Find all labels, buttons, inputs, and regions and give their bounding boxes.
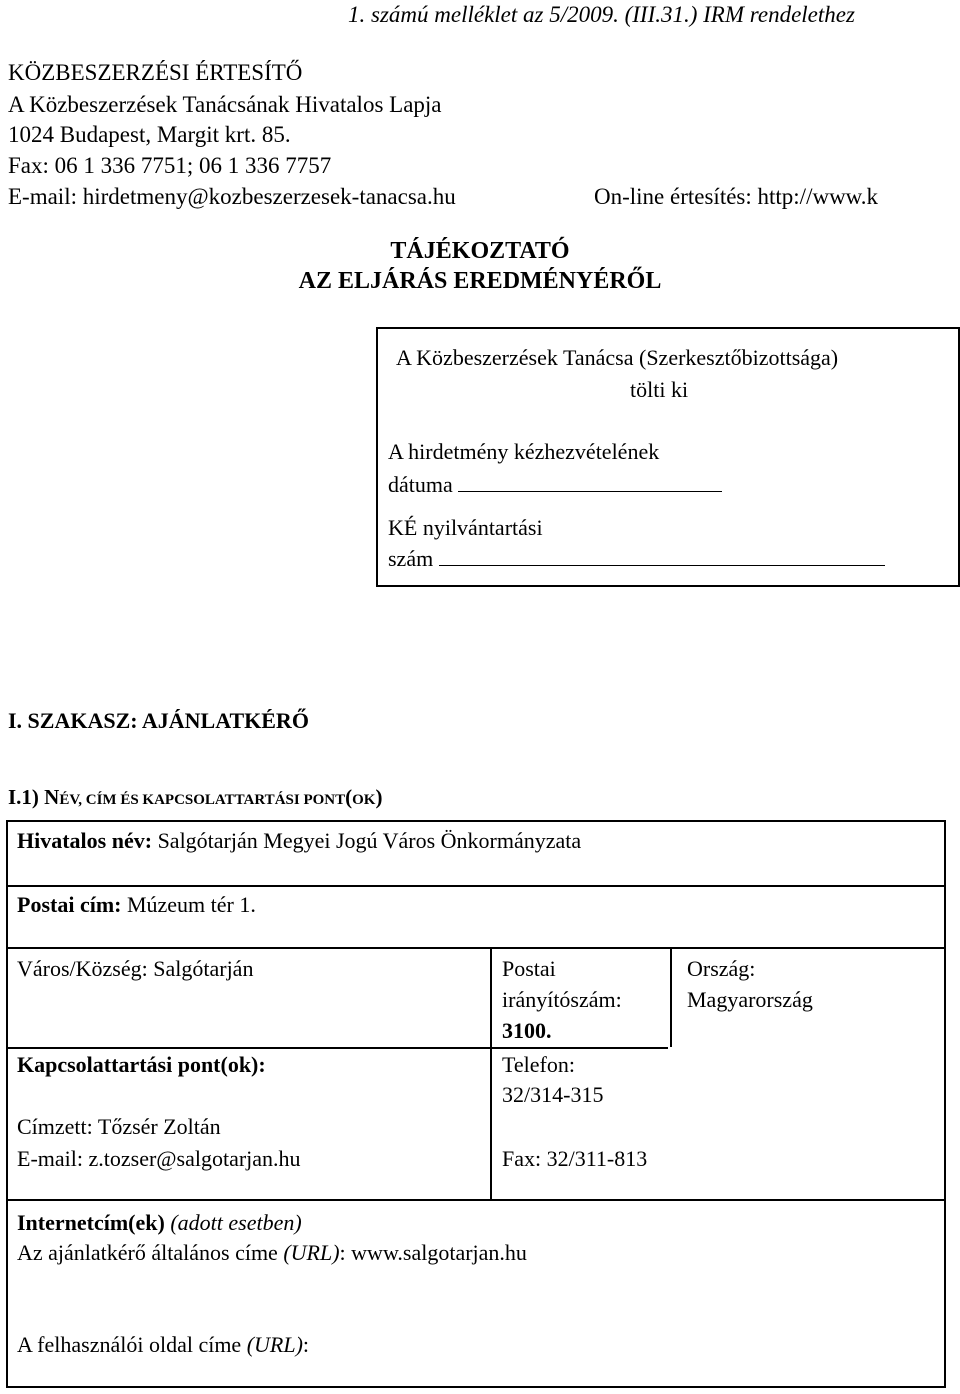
subsection-prefix: I.1) N bbox=[8, 785, 60, 809]
receipt-date-row bbox=[388, 471, 722, 498]
document-title: TÁJÉKOZTATÓ bbox=[390, 238, 570, 264]
postcode-value: 3100. bbox=[502, 1018, 552, 1043]
phone-label: Telefon: bbox=[502, 1052, 575, 1077]
online-notice-link[interactable]: On-line értesítés: http://www.k bbox=[594, 184, 879, 209]
phone-value: 32/314-315 bbox=[502, 1082, 604, 1107]
section-title: I. SZAKASZ: AJÁNLATKÉRŐ bbox=[8, 708, 309, 733]
fax-label: Fax: bbox=[502, 1146, 542, 1171]
internet-note: (adott esetben) bbox=[170, 1210, 302, 1235]
annex-reference: 1. számú melléklet az 5/2009. (III.31.) IRM rendelethez bbox=[348, 2, 855, 27]
buyer-profile-url bbox=[17, 1332, 309, 1358]
town-label: Város/Község: bbox=[17, 956, 148, 981]
receipt-date-label-end: dátuma bbox=[388, 472, 453, 497]
general-url-note: (URL) bbox=[283, 1240, 340, 1265]
buyer-profile-label: A felhasználói oldal címe bbox=[17, 1332, 242, 1357]
subsection-end: ) bbox=[375, 785, 383, 809]
official-name-value: Salgótarján Megyei Jogú Város Önkormányzata bbox=[157, 828, 582, 853]
email bbox=[17, 1146, 301, 1172]
buyer-profile-note: (URL) bbox=[246, 1332, 303, 1357]
country-value: Magyarország bbox=[687, 987, 813, 1012]
general-url-label: Az ajánlatkérő általános címe bbox=[17, 1240, 278, 1265]
fax bbox=[502, 1146, 647, 1172]
addressee bbox=[17, 1114, 221, 1140]
table-divider bbox=[8, 947, 944, 949]
receipt-date-field[interactable] bbox=[458, 471, 722, 492]
column-divider bbox=[670, 949, 672, 1047]
publisher-subtitle: A Közbeszerzések Tanácsának Hivatalos Lapja bbox=[8, 92, 442, 117]
receipt-date-label: A hirdetmény kézhezvételének bbox=[388, 439, 660, 464]
ke-number-row bbox=[388, 545, 885, 572]
ke-number-field[interactable] bbox=[439, 545, 885, 566]
subsection-title bbox=[8, 785, 382, 810]
registration-caption: A Közbeszerzések Tanácsa (Szerkesztőbizottsága) bbox=[396, 345, 839, 370]
fax-value: 32/311-813 bbox=[546, 1146, 648, 1171]
subsection-smallcaps-2: OK bbox=[352, 792, 376, 808]
ke-number-label-end: szám bbox=[388, 546, 434, 571]
contracting-authority-table bbox=[6, 820, 946, 1388]
table-divider bbox=[8, 885, 944, 887]
postal-address-label: Postai cím: bbox=[17, 892, 122, 917]
official-name bbox=[17, 828, 581, 854]
postal-address-value: Múzeum tér 1. bbox=[126, 892, 256, 917]
general-url bbox=[17, 1240, 527, 1266]
official-name-label: Hivatalos név: bbox=[17, 828, 153, 853]
contact-points-label: Kapcsolattartási pont(ok): bbox=[17, 1052, 266, 1077]
general-url-colon: : bbox=[339, 1240, 346, 1265]
registration-box bbox=[376, 327, 960, 587]
internet-label: Internetcím(ek) bbox=[17, 1210, 165, 1235]
subsection-paren: ( bbox=[345, 785, 353, 809]
postcode-label-2: irányítószám: bbox=[502, 987, 622, 1012]
publisher-email: E-mail: hirdetmeny@kozbeszerzesek-tanacsa.hu bbox=[8, 184, 456, 209]
internet-addresses bbox=[17, 1210, 302, 1236]
addressee-value: Tőzsér Zoltán bbox=[97, 1114, 221, 1139]
table-divider bbox=[8, 1199, 944, 1201]
publisher-address: 1024 Budapest, Margit krt. 85. bbox=[8, 122, 291, 147]
town bbox=[17, 956, 253, 982]
postal-address bbox=[17, 892, 256, 918]
subsection-smallcaps-1: ÉV, CÍM ÉS KAPCSOLATTARTÁSI PONT bbox=[59, 792, 346, 808]
table-divider bbox=[8, 1047, 668, 1049]
postcode-label-1: Postai bbox=[502, 956, 556, 981]
addressee-label: Címzett: bbox=[17, 1114, 93, 1139]
ke-number-label: KÉ nyilvántartási bbox=[388, 515, 543, 540]
email-value[interactable]: z.tozser@salgotarjan.hu bbox=[88, 1146, 301, 1171]
publisher-fax: Fax: 06 1 336 7751; 06 1 336 7757 bbox=[8, 153, 332, 178]
buyer-profile-colon: : bbox=[302, 1332, 310, 1357]
column-divider bbox=[490, 949, 492, 1199]
email-label: E-mail: bbox=[17, 1146, 83, 1171]
general-url-value[interactable]: www.salgotarjan.hu bbox=[351, 1240, 527, 1265]
town-value: Salgótarján bbox=[153, 956, 254, 981]
registration-caption-continued: tölti ki bbox=[630, 377, 689, 402]
document-subtitle: AZ ELJÁRÁS EREDMÉNYÉRŐL bbox=[298, 268, 662, 294]
country-label: Ország: bbox=[687, 956, 756, 981]
publisher-name: KÖZBESZERZÉSI ÉRTESÍTŐ bbox=[8, 60, 303, 85]
